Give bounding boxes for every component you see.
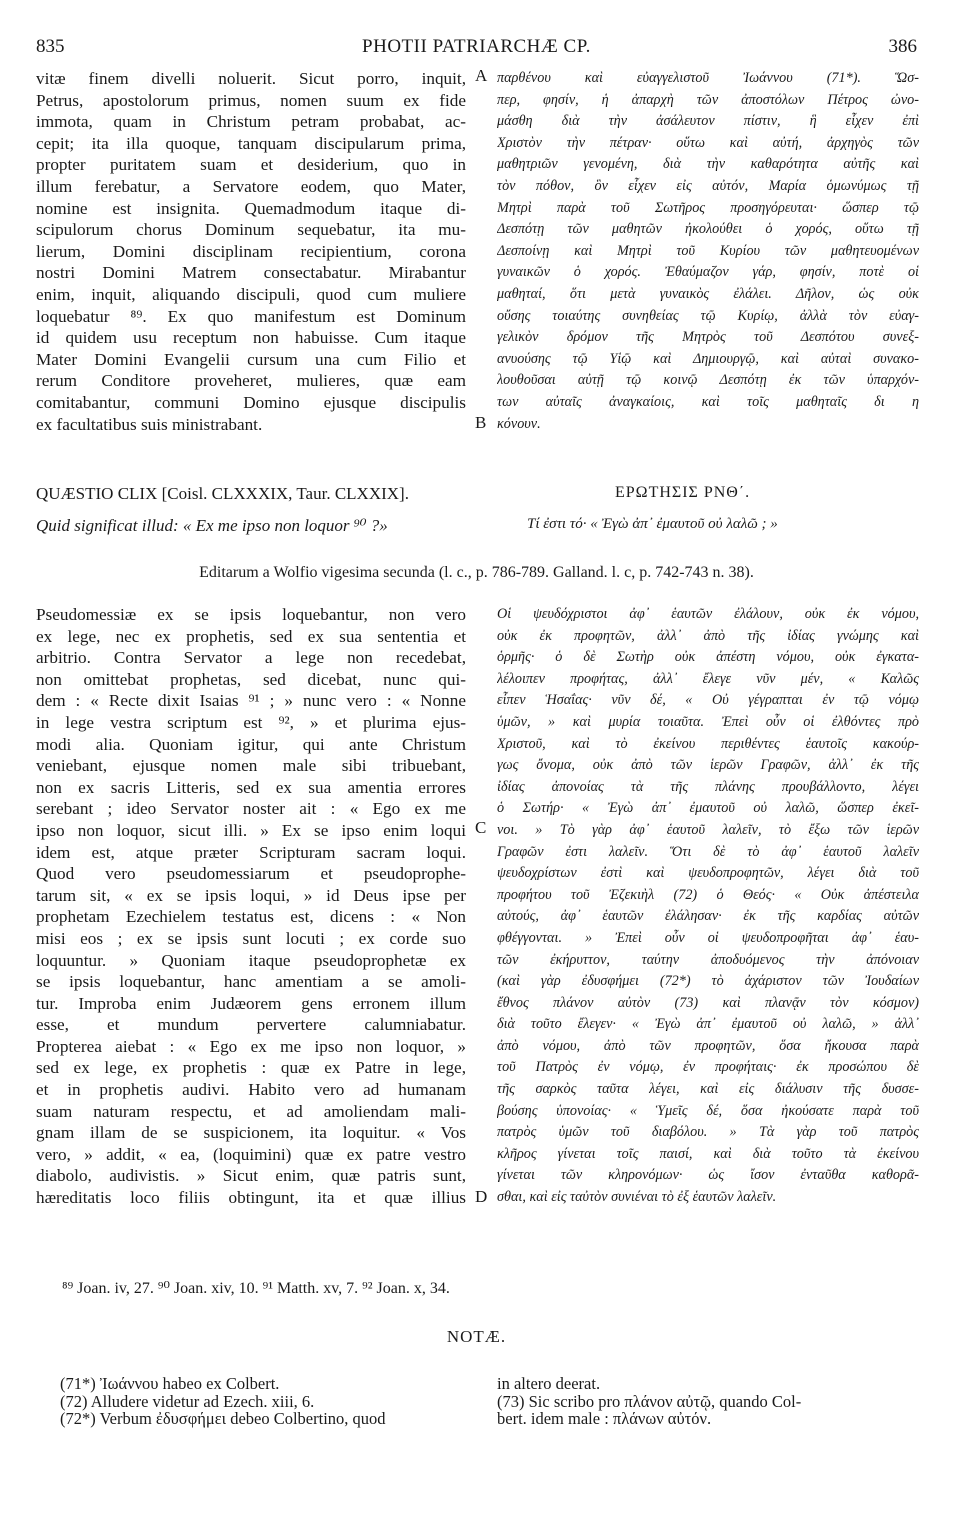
text-line: τῆς σαρκὸς ταῦτα λέγει, καὶ εἰς διάλυσιν τῆς δυσσε-	[497, 1081, 919, 1098]
text-line: διὰ τοῦτο ἔλεγεν· « Ἐγὼ ἀπ᾽ ἐμαυτοῦ οὐ λαλῶ, » ἀλλ᾽	[497, 1016, 919, 1033]
margin-marker-d: D	[475, 1187, 488, 1206]
text-line: ὑμῶν, » καὶ μυρία τοιαῦτα. Ἐπεὶ οὖν οἱ ἐλθόντες πρὸ	[497, 713, 919, 730]
text-line: lierum, Domini disciplinam recipientium, corona	[36, 241, 466, 261]
text-line: ex facultatibus suis ministrabant.	[36, 414, 263, 434]
text-line: οὔσης τοιαύτης συνηθείας τῷ Κυρίῳ, ἀλλὰ τὸν εὐαγ-	[497, 307, 919, 324]
text-line: ὁ Σωτήρ· « Ἐγὼ ἀπ᾽ ἐμαυτοῦ οὐ λαλῶ, ὥσπερ ἐκεῖ-	[497, 800, 919, 817]
text-line: nomine est insignita. Quemadmodum itaque di-	[36, 198, 466, 218]
margin-marker-b: B	[475, 413, 487, 432]
text-line: in lege vestra scriptum est ⁹², » et plurima ejus-	[36, 712, 466, 732]
note-line: (72*) Verbum ἐδυσφήμει debeo Colbertino, quod	[60, 1409, 386, 1428]
text-line: αὐτούς, ἀφ᾽ ἑαυτῶν ἐλάλησαν· ἐκ τῆς καρδίας αὐτῶν	[497, 908, 919, 925]
column-number-right: 386	[888, 36, 917, 57]
text-line: non ex sacris Litteris, sed ex sua amentia errores	[36, 777, 466, 797]
latin-text-main	[36, 604, 466, 1209]
footnote-references: ⁸⁹ Joan. iv, 27. ⁹⁰ Joan. xiv, 10. ⁹¹ Matth. xv, 7. ⁹² Joan. x, 34.	[62, 1280, 450, 1297]
text-line: ψευδοχρίστων ἐστὶ καὶ ψευδοπροφητῶν, λέγει διὰ τοῦ	[497, 865, 919, 882]
text-line: φθέγγονται. » Ἐπεὶ οὖν οἱ ψευδοπροφῆται ἀφ᾽ ἑαυ-	[497, 929, 919, 946]
text-line: Οἱ ψευδόχριστοι ἀφ᾽ ἑαυτῶν ἐλάλουν, οὐκ ἐκ νόμου,	[497, 606, 919, 622]
text-line: σθαι, καὶ εἰς ταὐτὸν συνιέναι τὸ ἐξ ἑαυτῶν λαλεῖν.	[497, 1189, 777, 1206]
text-line: nostri Domini Matrem consectabatur. Mirabantur	[36, 263, 466, 283]
text-line: vero, » addit, « ea, (loquimini) quæ ex patre vestro	[36, 1144, 466, 1164]
question-subtitle-greek: Τί ἐστι τό· « Ἐγὼ ἀπ᾽ ἐμαυτοῦ οὐ λαλῶ ; »	[527, 516, 778, 532]
text-line: γυναικῶν ὁ χορός. Ἐθαύμαζον γάρ, φησίν, ποτὲ οἱ	[497, 264, 919, 281]
text-line: κλῆρος γίνεται τοῖς παισί, καὶ διὰ τοῦτο τὰ ἐκείνου	[497, 1145, 919, 1162]
text-line: vitæ finem divelli noluerit. Sicut porro, inquit,	[36, 69, 466, 88]
text-line: comitabantur, communi Domino ejusque discipulis	[36, 392, 466, 412]
text-line: et in prophetis audivi. Habito vero ad humanam	[36, 1080, 466, 1100]
text-line: οὐκ ἐκ προφητῶν, ἀλλ᾽ ἀπὸ τῆς ἰδίας γνώμης καὶ	[497, 627, 919, 644]
text-line: Δεσποίνῃ καὶ Μητρὶ τοῦ Κυρίου τῶν μαθητευομένων	[497, 242, 919, 259]
notes-column-right	[497, 1375, 917, 1428]
text-line: modi alia. Quoniam igitur, qui ante Christum	[36, 734, 466, 754]
text-line: loquuntur. » Quoniam itaque pseudoprophetæ ex	[36, 950, 466, 970]
note-line: bert. idem male : πλάνων αὐτόν.	[497, 1409, 712, 1428]
text-line: Petrus, apostolorum primus, nomen suum ex fide	[36, 90, 466, 110]
text-line: ανυούσης τῷ Υἱῷ καὶ Δημιουργῷ, καὶ αὐταὶ συνακο-	[497, 350, 919, 367]
edition-note: Editarum a Wolfio vigesima secunda (l. c., p. 786-789. Galland. l. c, p. 742-743 n. 38).	[199, 564, 754, 581]
text-line: illum ferebatur, a Servatore eodem, quo Mater,	[36, 176, 466, 196]
question-title-latin: QUÆSTIO CLIX [Coisl. CLXXXIX, Taur. CLXXIX].	[36, 484, 409, 503]
text-line: βούσης ὑπονοίας· « Ὑμεῖς δέ, ὅσα ἠκούσατε παρὰ τοῦ	[497, 1102, 919, 1119]
text-line: veniebant, ejusque nomen male sibi tribuebant,	[36, 756, 466, 776]
text-line: λέλοιπεν προφήτας, ἀλλ᾽ ἔλεγε νῦν μέν, « Καλῶς	[497, 670, 919, 687]
text-line: γως ὄνομα, οὐκ ἀπὸ τῶν ἱερῶν Γραφῶν, ἀλλ᾽ ἐκ τῆς	[497, 757, 919, 774]
text-line: λουθοῦσαι αὐτῇ τῷ κοινῷ Δεσπότῃ ἐκ τῶν ὑπαρχόν-	[497, 372, 919, 389]
text-line: Quod vero pseudomessiarum et pseudoprophe-	[36, 864, 466, 884]
note-line: (73) Sic scribo pro πλάνον αὐτῷ, quando Col-	[497, 1391, 802, 1411]
text-line: ipso non loquor, sicut illi. » Ex se ipso enim loqui	[36, 820, 466, 840]
text-line: κόνουν.	[497, 415, 541, 432]
text-line: μαθηταί, ὅτι μετὰ γυναικὸς ἐλάλει. Δῆλον, ὡς οὐκ	[497, 285, 919, 302]
text-line: περ, φησίν, ἡ ἀπαρχὴ τῶν ἀποστόλων Πέτρος ὠνο-	[497, 91, 919, 108]
text-line: τῶν ἐκήρυττον, ταύτην ἀποδυόμενος τὴν ἀπόνοιαν	[497, 951, 919, 968]
text-line: (καὶ γὰρ ἐδυσφήμει (72*) τὸ ἀχάριστον τῶν Ἰουδαίων	[497, 973, 919, 990]
margin-marker-a: A	[475, 66, 488, 85]
text-line: γίνεται τῶν κληρονόμων· ὡς ἴσον ἐνταῦθα καθορᾶ-	[497, 1167, 919, 1184]
text-line: Δεσπότῃ τῶν μαθητῶν ἠκολούθει ὁ χορός, οὕτω τῇ	[497, 221, 919, 238]
greek-text-top	[497, 68, 919, 435]
text-line: misi eos ; ex se ipsis sunt locuti ; ex corde suo	[36, 928, 466, 948]
text-line: id quidem usu receptum non habuisse. Cum itaque	[36, 328, 466, 348]
notes-column-left	[60, 1375, 480, 1428]
text-line: ex lege, nec ex prophetis, sed ex sua sententia et	[36, 626, 466, 646]
text-line: τοῦ Πατρὸς ἐν νόμῳ, ἐν προφήταις· ἐκ προσώπου δὲ	[497, 1059, 919, 1076]
text-line: diabolo, audivistis. » Sicut enim, quæ patris sunt,	[36, 1166, 466, 1186]
note-line: (71*) Ἰωάννου habeo ex Colbert.	[60, 1374, 280, 1393]
text-line: Pseudomessiæ ex se ipsis loquebantur, non vero	[36, 605, 466, 624]
text-line: παρθένου καὶ εὐαγγελιστοῦ Ἰωάννου (71*). Ὥσ-	[497, 70, 919, 86]
text-line: hæreditatis loco filiis obtingunt, ita et quæ illius	[36, 1188, 466, 1208]
text-line: γελικὸν δρόμον τῆς Μητρὸς τοῦ Δεσπότου συνεξ-	[497, 329, 919, 346]
latin-text-top	[36, 68, 466, 435]
text-line: Γραφῶν ἐστι λαλεῖν. Ὅτι δὲ τὸ ἀφ᾽ ἑαυτοῦ λαλεῖν	[497, 843, 919, 860]
text-line: arbitrio. Contra Servator a lege non recedebat,	[36, 648, 466, 668]
note-line: (72) Alludere videtur ad Ezech. xiii, 6.	[60, 1391, 315, 1411]
column-number-left: 835	[36, 36, 65, 57]
text-line: προφήτου τοῦ Ἐζεκιὴλ (72) ὁ Θεός· « Οὐκ ἀπέστειλα	[497, 886, 919, 903]
text-line: serebant ; ideo Servator noster ait : « Ego ex me	[36, 799, 466, 819]
text-line: propter puritatem suam et desiderium, quo in	[36, 155, 466, 175]
note-line: in altero deerat.	[497, 1374, 601, 1393]
text-line: των αὐταῖς ἀναγκαίοις, καὶ τοῖς μαθηταῖς δι η	[497, 393, 919, 410]
running-title: PHOTII PATRIARCHÆ CP.	[362, 36, 591, 57]
question-subtitle-latin: Quid significat illud: « Ex me ipso non loquor ⁹⁰ ?»	[36, 516, 388, 535]
text-line: μαθητριῶν γενομένη, διὰ τὴν καθαρότητα αὐτῆς καὶ	[497, 156, 919, 173]
margin-marker-c: C	[475, 818, 487, 837]
text-line: ἀπὸ νόμου, ἀπὸ τῶν προφητῶν, ὅσα ἤκουσα παρὰ	[497, 1037, 919, 1054]
text-line: ἰδίας ἀπονοίας τὰ τῆς πλάνης προυβάλλοντο, λέγει	[497, 778, 919, 795]
text-line: enim, inquit, aliquando discipuli, quod cum muliere	[36, 284, 466, 304]
text-line: loquebatur ⁸⁹. Ex quo manifestum est Dominum	[36, 306, 466, 326]
text-line: cepit; ita illa quoque, tanquam discipularum prima,	[36, 133, 466, 153]
text-line: tarum sit, « ex se ipsis loqui, » id Deus ipse per	[36, 885, 466, 905]
text-line: πατρὸς ὑμῶν τοῦ διαβόλου. » Τὰ γὰρ τοῦ πατρὸς	[497, 1124, 919, 1141]
text-line: suam naturam respectu, et ad amoliendam mali-	[36, 1101, 466, 1121]
notes-heading: NOTÆ.	[446, 1327, 507, 1346]
question-title-greek: ΕΡΩΤΗΣΙΣ ΡΝΘ΄.	[615, 484, 751, 501]
text-line: ἔθνος πλάνον αὐτὸν (73) καὶ πλανᾷν τὸν κόσμον)	[497, 994, 919, 1011]
text-line: tur. Improba enim Judæorem gens erronem illum	[36, 993, 466, 1013]
text-line: Χριστὸν τὴν πέτραν· οὕτω καὶ αὐτή, ἀρχηγὸς τῶν	[497, 134, 919, 151]
text-line: prophetam Ezechielem testatus est, dicens : « Non	[36, 907, 466, 927]
text-line: ὁρμῆς· ὁ δὲ Σωτὴρ οὐκ ἀπέστη νόμου, οὐκ ἐγκατα-	[497, 649, 919, 666]
text-line: se ipsis loquebantur, hanc amentiam a se amoli-	[36, 972, 466, 992]
text-line: rerum Conditore proveheret, mulieres, quæ eam	[36, 371, 466, 391]
text-line: Mater Domini Evangelii cursum una cum Filio et	[36, 349, 466, 369]
text-line: τὸν πόθον, ὃν εἶχεν εἰς αὐτόν, Μαρία ὁμωνύμως τῇ	[497, 177, 919, 194]
greek-text-main	[497, 604, 919, 1209]
text-line: gnam illam de se suspicionem, ita loquitur. « Vos	[36, 1123, 466, 1143]
running-header	[36, 36, 917, 60]
text-line: εἶπεν Ἡσαΐας· νῦν δέ, « Οὐ γέγραπται ἐν τῷ νόμῳ	[497, 692, 919, 709]
text-line: scipulorum chorus Dominum sequebatur, ita mu-	[36, 220, 466, 240]
text-line: νοι. » Τὸ γὰρ ἀφ᾽ ἑαυτοῦ λαλεῖν, τὸ ἔξω τῶν ἱερῶν	[497, 821, 919, 838]
text-line: μάσθη διὰ τὴν ἀσάλευτον πίστιν, ἣ εἶχεν ἐπὶ	[497, 113, 919, 130]
text-line: Χριστοῦ, καὶ τὸ ἐκείνου περιθέντες ἑαυτοῖς κακούρ-	[497, 735, 919, 752]
text-line: Propterea aiebat : « Ego ex me ipso non loquor, »	[36, 1036, 466, 1056]
text-line: dem : « Recte dixit Isaias ⁹¹ ; » nunc vero : « Nonne	[36, 691, 466, 711]
text-line: immota, quam in Christum petram probabat, ac-	[36, 112, 466, 132]
text-line: Μητρὶ παρὰ τοῦ Σωτῆρος προσηγόρευται· ὥσπερ τῷ	[497, 199, 919, 216]
text-line: idem est, atque præter Scripturam sacram loqui.	[36, 842, 466, 862]
text-line: sed ex lege, ex prophetis : quæ ex Patre in lege,	[36, 1058, 466, 1078]
text-line: esse, et mundum pervertere calumniabatur.	[36, 1015, 466, 1035]
text-line: non omittebat prophetas, sed dicebat, nunc qui-	[36, 669, 466, 689]
